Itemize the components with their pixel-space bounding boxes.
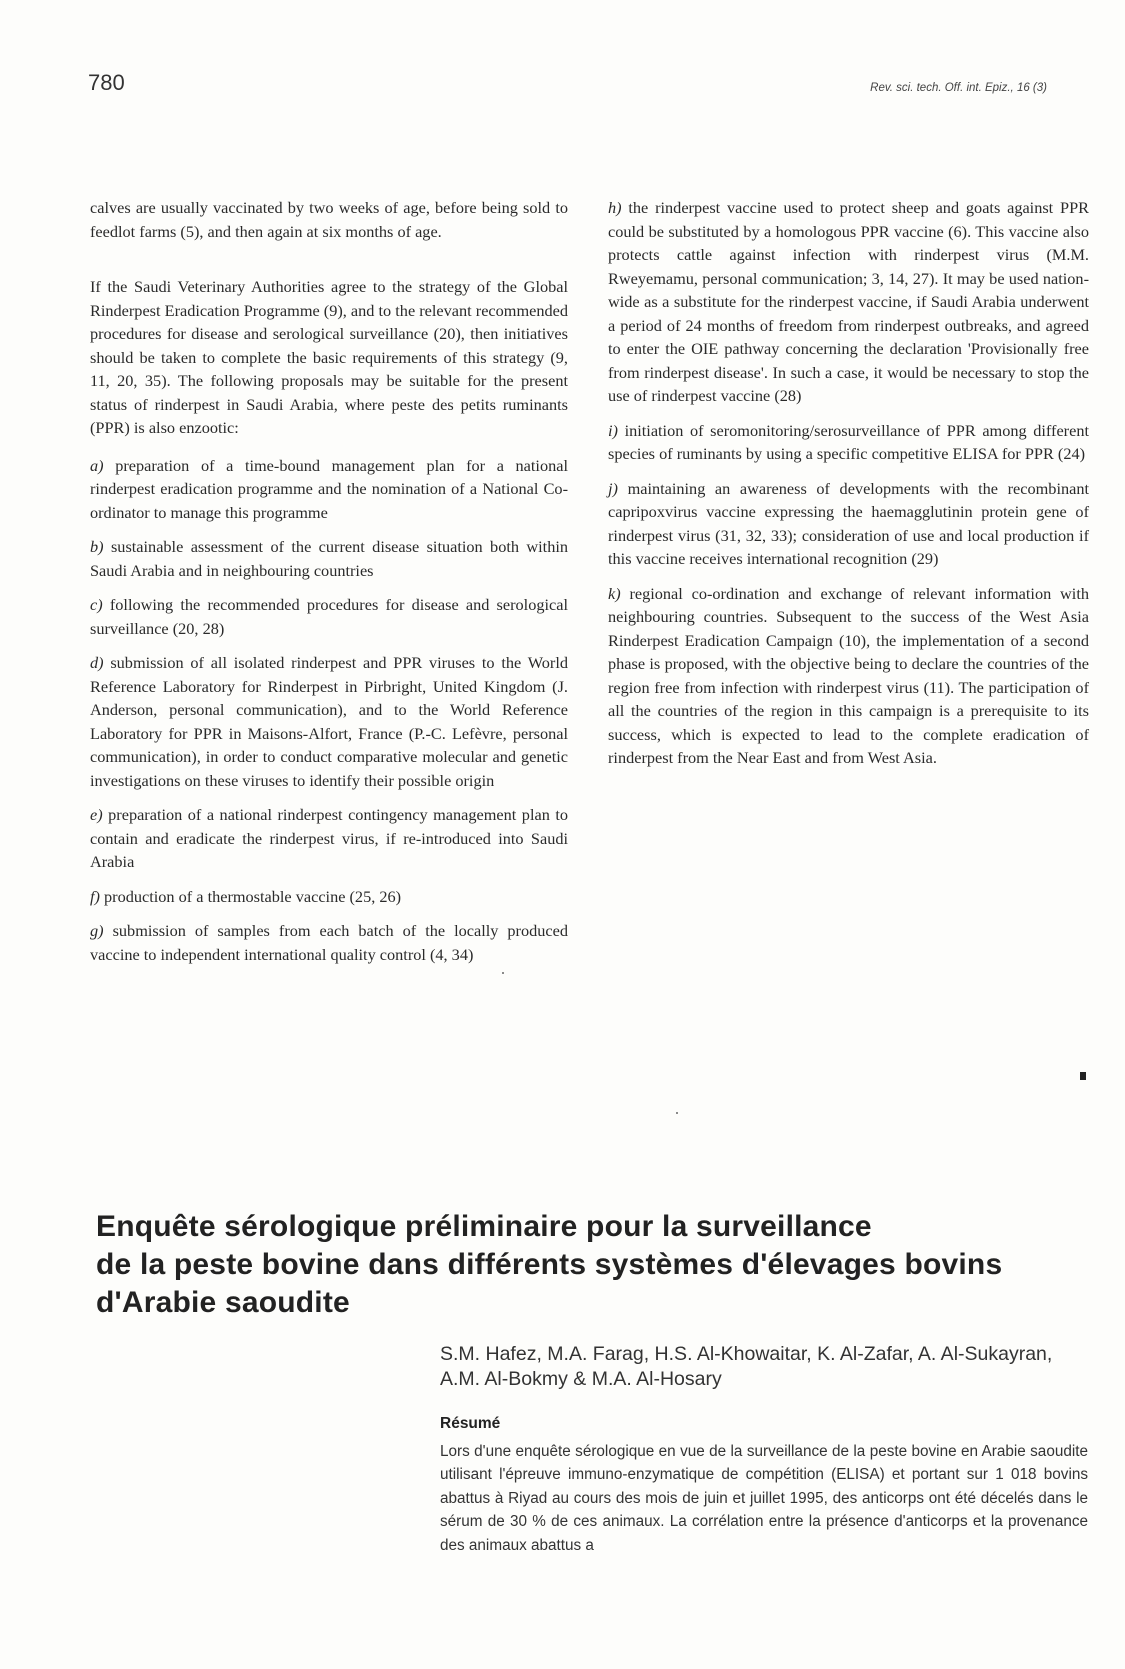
list-item-text: following the recommended procedures for disease and serological surveillance (20, 28) bbox=[90, 595, 568, 638]
paragraph: If the Saudi Veterinary Authorities agree to the strategy of the Global Rinderpest Eradication Programme (9), and to the relevant recommended procedures for disease and serological surveillance (20), then initiatives should be taken to complete the basic requirements of this strategy (9, 11, 20, 35). The following proposals may be suitable for the present status of rinderpest in Saudi Arabia, where peste des petits ruminants (PPR) is also enzootic: bbox=[90, 277, 568, 437]
list-item-text: production of a thermostable vaccine (25, 26) bbox=[104, 886, 402, 906]
list-item-label: b) bbox=[90, 537, 104, 556]
abstract-heading: Résumé bbox=[440, 1415, 501, 1432]
author-line: A.M. Al-Bokmy & M.A. Al-Hosary bbox=[440, 1368, 722, 1390]
list-item-label: h) bbox=[608, 198, 622, 217]
list-item bbox=[90, 593, 568, 640]
list-item-text: maintaining an awareness of developments with the recombinant capripoxvirus vaccine expressing the haemagglutinin protein gene of rinderpest virus (31, 32, 33); consideration of use and local production if this vaccine receives international recognition (29) bbox=[608, 478, 1089, 568]
list-item-text: submission of samples from each batch of the locally produced vaccine to independent international quality control (4, 34) bbox=[90, 921, 568, 964]
article-title-line: Enquête sérologique préliminaire pour la surveillance bbox=[96, 1210, 872, 1243]
paragraph: calves are usually vaccinated by two weeks of age, before being sold to feedlot farms (5), and then again at six months of age. bbox=[90, 198, 568, 241]
list-item-label: a) bbox=[90, 455, 104, 475]
list-item bbox=[90, 885, 568, 909]
list-item bbox=[90, 651, 568, 792]
list-item-text: preparation of a national rinderpest contingency management plan to contain and eradicate the rinderpest virus, if re-introduced into Saudi Arabia bbox=[90, 805, 568, 871]
list-item-label: g) bbox=[90, 921, 104, 940]
list-item-text: preparation of a time-bound management plan for a national rinderpest eradication programme and the nomination of a National Co-ordinator to manage this programme bbox=[90, 455, 568, 522]
page-number: 780 bbox=[88, 70, 125, 95]
list-item bbox=[90, 803, 568, 874]
list-item bbox=[608, 196, 1089, 408]
list-item-label: j) bbox=[608, 478, 618, 498]
list-item bbox=[90, 919, 568, 966]
author-line: S.M. Hafez, M.A. Farag, H.S. Al-Khowaitar, K. Al-Zafar, A. Al-Sukayran, bbox=[440, 1343, 1053, 1365]
list-item-label: e) bbox=[90, 805, 103, 824]
list-item bbox=[90, 535, 568, 582]
author-list bbox=[440, 1342, 1080, 1392]
list-item bbox=[608, 582, 1089, 770]
list-item-label: c) bbox=[90, 595, 103, 614]
list-item-label: f) bbox=[90, 886, 100, 906]
list-item-label: i) bbox=[608, 420, 618, 440]
list-item-text: regional co-ordination and exchange of relevant information with neighbouring countries. Subsequent to the success of the West Asia Rinderpest Eradication Campaign (10), the implementation of a second phase is proposed, with the objective being to declare the countries of the region free from infection with rinderpest virus (11). The participation of all the countries of the region in this campaign is a prerequisite to its success, which is expected to lead to the complete eradication of rinderpest from the Near East and from West Asia. bbox=[608, 583, 1089, 767]
list-item-label: k) bbox=[608, 583, 621, 603]
left-column bbox=[90, 196, 568, 977]
list-item-text: initiation of seromonitoring/serosurveillance of PPR among different species of ruminants by using a specific competitive ELISA for PPR (24) bbox=[608, 420, 1089, 463]
scan-speck bbox=[502, 972, 504, 974]
journal-running-head: Rev. sci. tech. Off. int. Epiz., 16 (3) bbox=[870, 82, 1047, 94]
list-item-text: the rinderpest vaccine used to protect sheep and goats against PPR could be substituted by a homologous PPR vaccine (6). This vaccine also protects cattle against infection with rinderpest virus (M.M. Rweyemamu, personal communication; 3, 14, 27). It may be used nation-wide as a substitute for the rinderpest vaccine, if Saudi Arabia underwent a period of 24 months of freedom from rinderpest outbreaks, and agreed to enter the OIE pathway concerning the declaration 'Provisionally free from rinderpest disease'. In such a case, it would be necessary to stop the use of rinderpest vaccine (28) bbox=[608, 198, 1089, 405]
end-of-article-marker bbox=[1080, 1072, 1086, 1080]
article-title-line: d'Arabie saoudite bbox=[96, 1286, 350, 1319]
list-item bbox=[608, 477, 1089, 571]
list-item-text: submission of all isolated rinderpest and PPR viruses to the World Reference Laboratory for Rinderpest in Pirbright, United Kingdom (J. Anderson, personal communication), and to the World Reference Laboratory for PPR in Maisons-Alfort, France (P.-C. Lefèvre, personal communication), in order to conduct comparative molecular and genetic investigations on these viruses to identify their possible origin bbox=[90, 653, 568, 790]
article-title bbox=[96, 1208, 1056, 1322]
scan-speck bbox=[676, 1112, 678, 1114]
article-title-line: de la peste bovine dans différents systèmes d'élevages bovins bbox=[96, 1248, 1003, 1281]
list-item-label: d) bbox=[90, 653, 104, 672]
abstract-text: Lors d'une enquête sérologique en vue de la surveillance de la peste bovine en Arabie saoudite utilisant l'épreuve immuno-enzymatique de compétition (ELISA) et portant sur 1 018 bovins abattus à Riyad au cours des mois de juin et juillet 1995, des anticorps ont été décelés dans le sérum de 30 % de ces animaux. La corrélation entre la présence d'anticorps et la provenance des animaux abattus a bbox=[440, 1443, 1088, 1554]
right-column bbox=[608, 196, 1089, 781]
list-item bbox=[608, 419, 1089, 466]
list-item-text: sustainable assessment of the current disease situation both within Saudi Arabia and in neighbouring countries bbox=[90, 537, 568, 580]
list-item bbox=[90, 454, 568, 525]
